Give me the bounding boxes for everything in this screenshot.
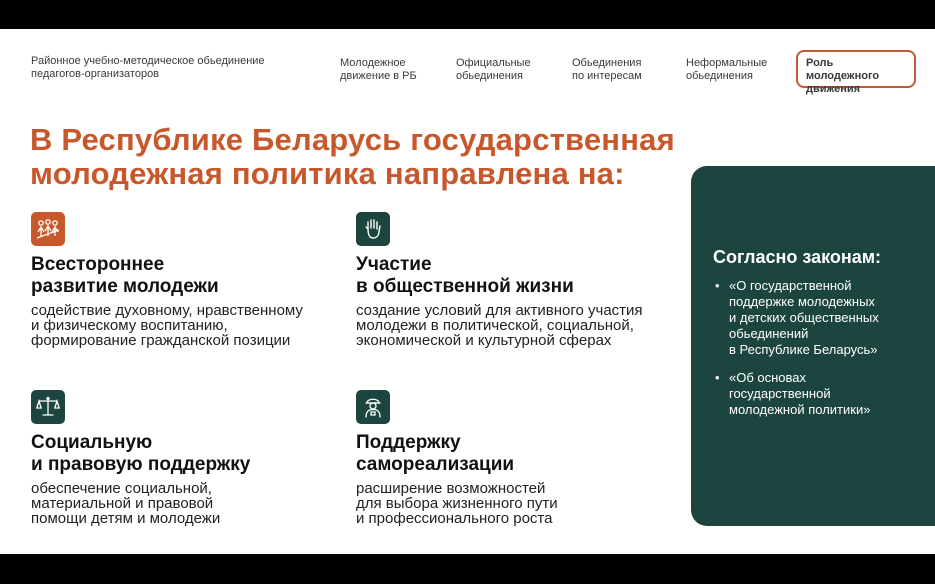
law-line: • «Об основах bbox=[729, 370, 807, 385]
nav-interest-associations[interactable] bbox=[572, 57, 642, 83]
description-line: экономической и культурной сферах bbox=[356, 332, 612, 349]
nav-label: Обьединения bbox=[572, 57, 642, 69]
description-line: обеспечение социальной, bbox=[31, 480, 212, 497]
description-line: и профессионального роста bbox=[356, 510, 553, 527]
nav-official-associations[interactable] bbox=[456, 57, 531, 83]
nav-label: обьединения bbox=[686, 70, 753, 82]
block-description bbox=[356, 303, 686, 348]
block-title bbox=[31, 254, 219, 298]
headline-line: молодежная политика направлена на: bbox=[30, 156, 625, 191]
description-line: содействие духовному, нравственному bbox=[31, 302, 303, 319]
worker-person-icon bbox=[356, 390, 390, 424]
block-title-line: Социальную bbox=[31, 432, 153, 453]
slide bbox=[0, 29, 935, 554]
headline bbox=[30, 123, 690, 191]
block-description bbox=[31, 303, 361, 348]
description-line: молодежи в политической, социальной, bbox=[356, 317, 634, 334]
nav-youth-movement-rb[interactable] bbox=[340, 57, 417, 83]
block-description bbox=[31, 481, 361, 526]
laws-panel bbox=[691, 166, 935, 526]
description-line: создание условий для активного участия bbox=[356, 302, 643, 319]
nav-label: по интересам bbox=[572, 70, 642, 82]
nav-label: Неформальные bbox=[686, 57, 768, 69]
nav-label: Официальные bbox=[456, 57, 531, 69]
raised-hand-icon bbox=[356, 212, 390, 246]
law-item bbox=[713, 278, 913, 358]
nav-label: Молодежное bbox=[340, 57, 406, 69]
block-title-line: Всестороннее bbox=[31, 254, 165, 275]
block-title-line: Поддержку bbox=[356, 432, 461, 453]
description-line: помощи детям и молодежи bbox=[31, 510, 221, 527]
description-line: и физическому воспитанию, bbox=[31, 317, 228, 334]
laws-panel-title: Согласно законам: bbox=[713, 247, 882, 267]
nav-label: движение в РБ bbox=[340, 70, 417, 82]
law-line: в Республике Беларусь» bbox=[729, 342, 878, 357]
block-title-line: самореализации bbox=[356, 454, 515, 475]
block-description bbox=[356, 481, 686, 526]
laws-list bbox=[713, 278, 913, 430]
org-name-line: Районное учебно-методическое обьединение bbox=[31, 55, 265, 67]
group-people-icon bbox=[31, 212, 65, 246]
law-item bbox=[713, 370, 913, 418]
description-line: для выбора жизненного пути bbox=[356, 495, 558, 512]
headline-line: В Республике Беларусь государственная bbox=[30, 122, 675, 157]
block-title-line: развитие молодежи bbox=[31, 276, 219, 297]
block-title bbox=[31, 432, 250, 476]
law-line: государственной bbox=[729, 386, 831, 401]
law-line: поддержке молодежных bbox=[729, 294, 875, 309]
block-title bbox=[356, 432, 514, 476]
law-line: молодежной политики» bbox=[729, 402, 871, 417]
description-line: расширение возможностей bbox=[356, 480, 546, 497]
scales-icon bbox=[31, 390, 65, 424]
block-title-line: в общественной жизни bbox=[356, 276, 574, 297]
description-line: формирование гражданской позиции bbox=[31, 332, 291, 349]
block-title-line: и правовую поддержку bbox=[31, 454, 251, 475]
nav-youth-movement-role[interactable] bbox=[796, 50, 916, 95]
block-title-line: Участие bbox=[356, 254, 432, 275]
org-name-line: педагогов-организаторов bbox=[31, 68, 160, 80]
law-line: и детских общественных bbox=[729, 310, 879, 325]
block-title bbox=[356, 254, 574, 298]
description-line: материальной и правовой bbox=[31, 495, 214, 512]
law-line: обьединений bbox=[729, 326, 809, 341]
nav-label: обьединения bbox=[456, 70, 523, 82]
nav-label: Роль молодежного bbox=[806, 57, 880, 82]
nav-informal-associations[interactable] bbox=[686, 57, 767, 83]
law-line: • «О государственной bbox=[729, 278, 852, 293]
nav-label: движения bbox=[806, 83, 861, 95]
organization-name bbox=[31, 55, 291, 81]
